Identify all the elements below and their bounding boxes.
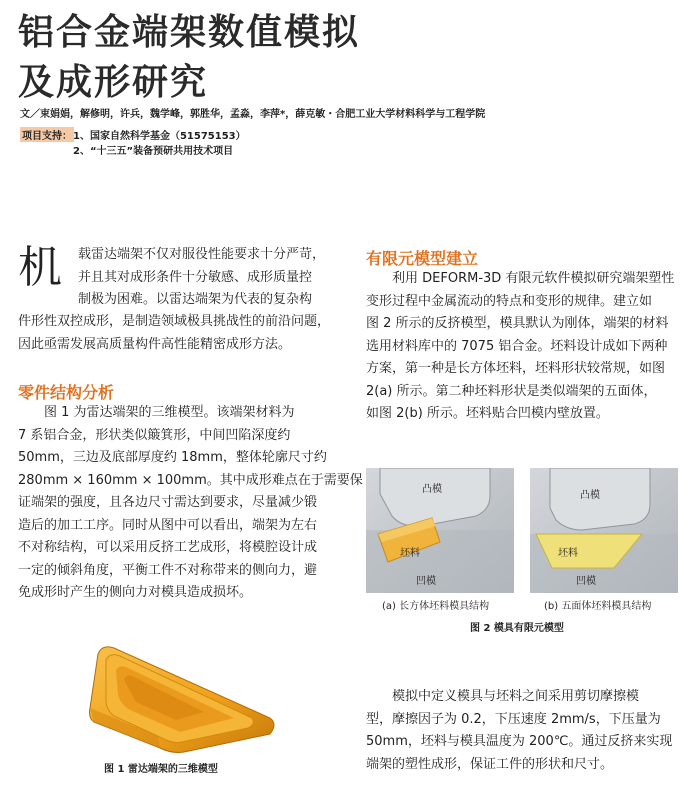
support-item-1: 1、国家自然科学基金（51575153）: [73, 131, 246, 142]
intro-line: 制极为困难。以雷达端架为代表的复杂构: [78, 292, 313, 307]
body-line: 选用材料库中的 7075 铝合金。坯料设计成如下两种: [366, 338, 668, 354]
label-punch-b: 凸模: [580, 490, 600, 501]
article-title: [18, 8, 360, 108]
section-2-body: [366, 268, 676, 426]
body-line: 利用 DEFORM-3D 有限元软件模拟研究端架塑性: [392, 271, 675, 286]
body-line: 7 系铝合金，形状类似簸箕形，中间凹陷深度约: [18, 427, 291, 443]
label-billet-a: 坯料: [400, 548, 420, 559]
section-heading-structure: 零件结构分析: [18, 383, 115, 402]
label-punch-a: 凸模: [422, 484, 442, 495]
body-line: 造后的加工工序。同时从图中可以看出，端架为左右: [18, 517, 318, 533]
figure-1-graphic: [84, 640, 284, 756]
body-line: 免成形时产生的侧向力对模具造成损坏。: [18, 585, 253, 600]
figure-2a-subcaption: (a) 长方体坯料模具结构: [382, 601, 490, 612]
body-line: 50mm，坯料与模具温度为 200℃。通过反挤来实现: [366, 734, 673, 749]
section-heading-fem: 有限元模型建立: [366, 249, 479, 268]
section-3-body: [366, 686, 676, 776]
title-line-2: 及成形研究: [18, 62, 209, 103]
intro-line: 因此亟需发展高质量构件高性能精密成形方法。: [18, 336, 292, 352]
support-label: 项目支持：: [20, 127, 74, 142]
figure-1-caption: 图 1 雷达端架的三维模型: [104, 764, 218, 775]
intro-lines-indented: [78, 244, 342, 312]
body-line: 证端架的强度，且各边尺寸需达到要求，尽量减少锻: [18, 495, 318, 510]
body-line: 变形过程中金属流动的特点和变形的规律。建立如: [366, 293, 653, 309]
body-line: 端架的塑性成形，保证工件的形状和尺寸。: [366, 756, 614, 772]
support-item-2: 2、“十三五”装备预研共用技术项目: [73, 146, 234, 157]
intro-line: 件形性双控成形，是制造领域极具挑战性的前沿问题，: [18, 314, 331, 329]
label-billet-b: 坯料: [558, 548, 578, 559]
punch-shape: [550, 468, 650, 530]
body-line: 一定的倾斜角度，平衡工件不对称带来的侧向力，避: [18, 562, 318, 578]
label-die-a: 凹模: [416, 576, 436, 587]
figure-2b-subcaption: (b) 五面体坯料模具结构: [544, 601, 652, 612]
figure-2b-panel: [530, 468, 678, 593]
figure-2-caption: 图 2 模具有限元模型: [470, 623, 564, 634]
body-line: 不对称结构，可以采用反挤工艺成形，将模腔设计成: [18, 540, 318, 555]
body-line: 方案，第一种是长方体坯料，坯料形状较常规，如图: [366, 361, 666, 376]
body-line: 模拟中定义模具与坯料之间采用剪切摩擦模: [392, 689, 640, 704]
intro-lines-full: [18, 311, 342, 356]
body-line: 图 1 为雷达端架的三维模型。该端架材料为: [44, 405, 295, 420]
body-line: 50mm，三边及底部厚度约 18mm，整体轮廓尺寸约: [18, 450, 327, 465]
title-line-1: 铝合金端架数值模拟: [18, 12, 361, 53]
body-line: 280mm × 160mm × 100mm。其中成形难点在于需要保: [18, 472, 363, 488]
label-die-b: 凹模: [576, 576, 596, 587]
body-line: 图 2 所示的反挤模型，模具默认为刚体，端架的材料: [366, 316, 669, 331]
intro-line: 载雷达端架不仅对服役性能要求十分严苛，: [78, 247, 326, 262]
author-line: 文／束娟娟，解修明，许兵，魏学峰，郭胜华，孟淼，李萍*，薛克敏・合肥工业大学材料科学与工程学院: [20, 109, 486, 120]
drop-cap: 机: [18, 242, 62, 293]
figure-2b-graphic: [530, 468, 678, 593]
section-1-body: [18, 402, 363, 605]
intro-line: 并且其对成形条件十分敏感、成形质量控: [78, 269, 313, 285]
figure-2a-panel: [366, 468, 514, 593]
body-line: 型，摩擦因子为 0.2，下压速度 2mm/s，下压量为: [366, 711, 661, 727]
body-line: 2(a) 所示。第二种坯料形状是类似端架的五面体，: [366, 383, 657, 399]
body-line: 如图 2(b) 所示。坯料贴合凹模内壁放置。: [366, 406, 609, 421]
